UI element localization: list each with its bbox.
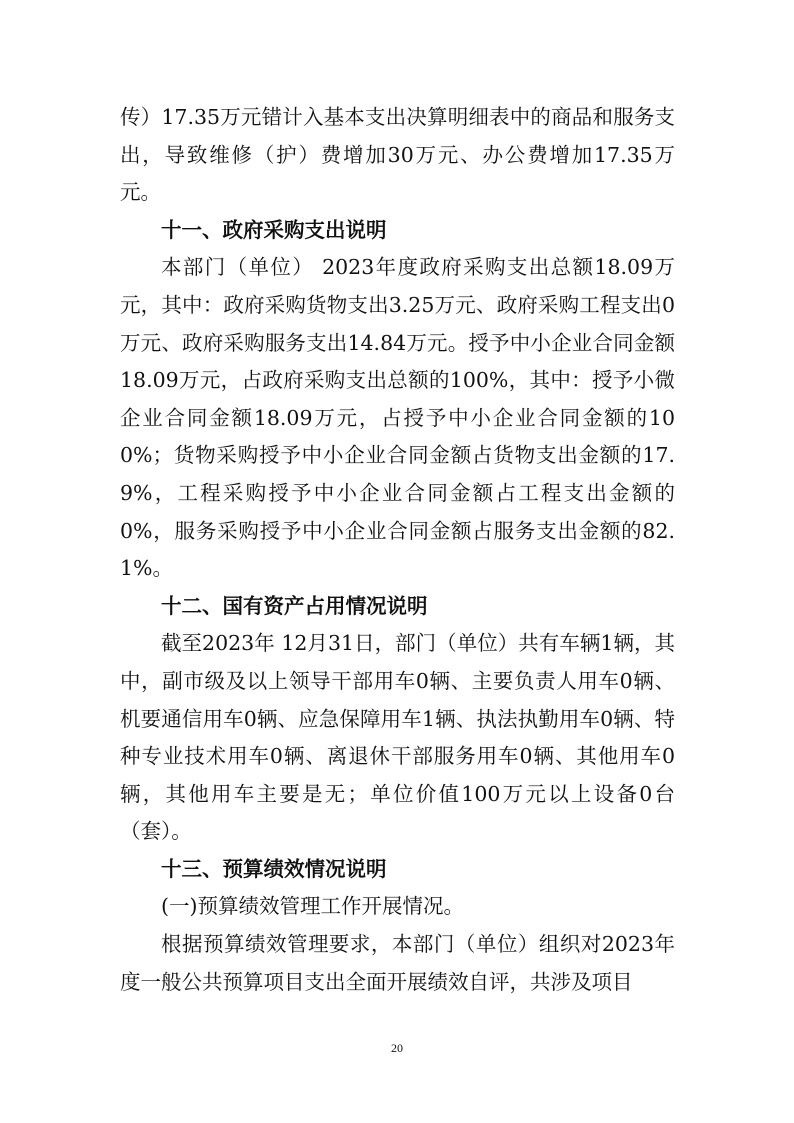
paragraph-continued: 传）17.35万元错计入基本支出决算明细表中的商品和服务支出，导致维修（护）费增加30万元、办公费增加17.35万元。: [120, 105, 675, 205]
document-body: [120, 99, 675, 1001]
page-number: 20: [391, 1041, 403, 1055]
heading-government-procurement: 十一、政府采购支出说明: [161, 217, 387, 242]
paragraph-performance: 根据预算绩效管理要求，本部门（单位）组织对2023年度一般公共预算项目支出全面开展绩效自评，共涉及项目: [120, 932, 675, 994]
heading-performance: 十三、预算绩效情况说明: [161, 856, 387, 881]
paragraph-procurement: 本部门（单位） 2023年度政府采购支出总额18.09万元，其中：政府采购货物支出3.25万元、政府采购工程支出0万元、政府采购服务支出14.84万元。授予中小企业合同金额18.09万元，占政府采购支出总额的100%，其中：授予小微企业合同金额18.09万元，占授予中小企业合同金额的100%；货物采购授予中小企业合同金额占货物支出金额的17.9%，工程采购授予中小企业合同金额占工程支出金额的0%，服务采购授予中小企业合同金额占服务支出金额的82.1%。: [120, 255, 675, 581]
subheading-performance-management: (一)预算绩效管理工作开展情况。: [161, 894, 464, 919]
heading-state-assets: 十二、国有资产占用情况说明: [161, 593, 428, 618]
paragraph-assets: 截至2023年 12月31日，部门（单位）共有车辆1辆，其中，副市级及以上领导干部用车0辆、主要负责人用车0辆、机要通信用车0辆、应急保障用车1辆、执法执勤用车0辆、特种专业技术用车0辆、离退休干部服务用车0辆、其他用车0辆，其他用车主要是无；单位价值100万元以上设备0台（套）。: [120, 631, 675, 844]
